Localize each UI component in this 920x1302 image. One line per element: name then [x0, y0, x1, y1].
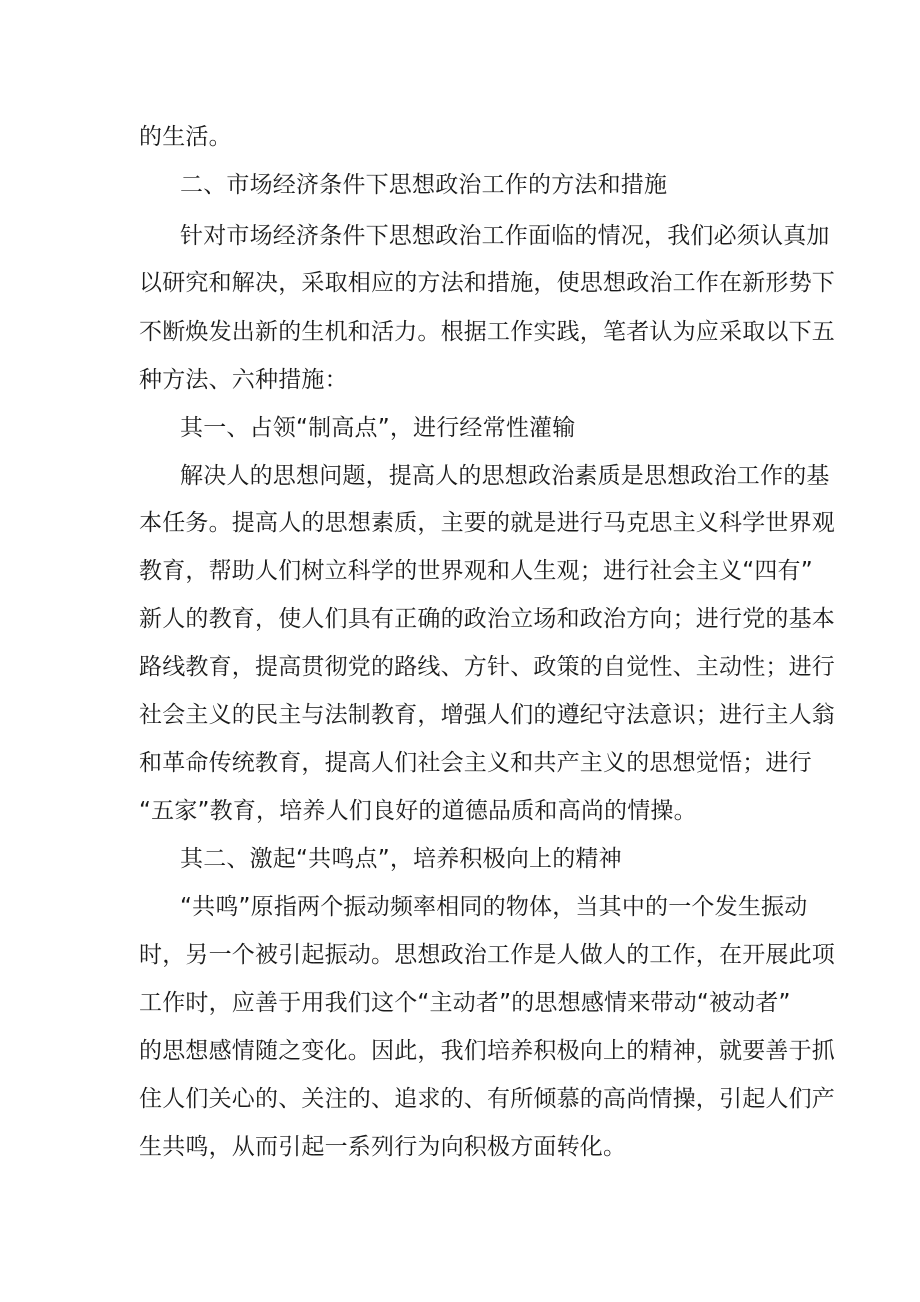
text-line: 针对市场经济条件下思想政治工作面临的情况，我们必须认真加 [180, 223, 830, 249]
text-line: 工作时，应善于用我们这个“主动者”的思想感情来带动“被动者” [139, 990, 791, 1016]
text-line: 本任务。提高人的思想素质，主要的就是进行马克思主义科学世界观 [139, 510, 835, 536]
text-line: 种方法、六种措施： [139, 367, 348, 393]
text-line: 教育，帮助人们树立科学的世界观和人生观；进行社会主义“四有” [139, 558, 813, 584]
text-line: 的生活。 [139, 124, 232, 150]
text-line: 的思想感情随之变化。因此，我们培养积极向上的精神，就要善于抓 [139, 1038, 835, 1064]
text-line: 新人的教育，使人们具有正确的政治立场和政治方向；进行党的基本 [139, 606, 835, 632]
subsection-heading: 其二、激起“共鸣点”，培养积极向上的精神 [180, 846, 622, 872]
text-line: “共鸣”原指两个振动频率相同的物体，当其中的一个发生振动 [180, 894, 808, 920]
text-line: “五家”教育，培养人们良好的道德品质和高尚的情操。 [139, 798, 697, 824]
text-line: 时，另一个被引起振动。思想政治工作是人做人的工作，在开展此项 [139, 942, 835, 968]
text-line: 解决人的思想问题，提高人的思想政治素质是思想政治工作的基 [180, 463, 830, 489]
text-line: 生共鸣，从而引起一系列行为向积极方面转化。 [139, 1134, 627, 1160]
text-line: 住人们关心的、关注的、追求的、有所倾慕的高尚情操，引起人们产 [139, 1086, 835, 1112]
text-line: 和革命传统教育，提高人们社会主义和共产主义的思想觉悟；进行 [139, 750, 812, 776]
text-line: 不断焕发出新的生机和活力。根据工作实践，笔者认为应采取以下五 [139, 319, 835, 345]
text-line: 以研究和解决，采取相应的方法和措施，使思想政治工作在新形势下 [139, 270, 835, 296]
subsection-heading: 其一、占领“制高点”，进行经常性灌输 [180, 415, 576, 441]
section-heading: 二、市场经济条件下思想政治工作的方法和措施 [180, 172, 668, 198]
text-line: 路线教育，提高贯彻党的路线、方针、政策的自觉性、主动性；进行 [139, 654, 835, 680]
text-line: 社会主义的民主与法制教育，增强人们的遵纪守法意识；进行主人翁 [139, 702, 835, 728]
